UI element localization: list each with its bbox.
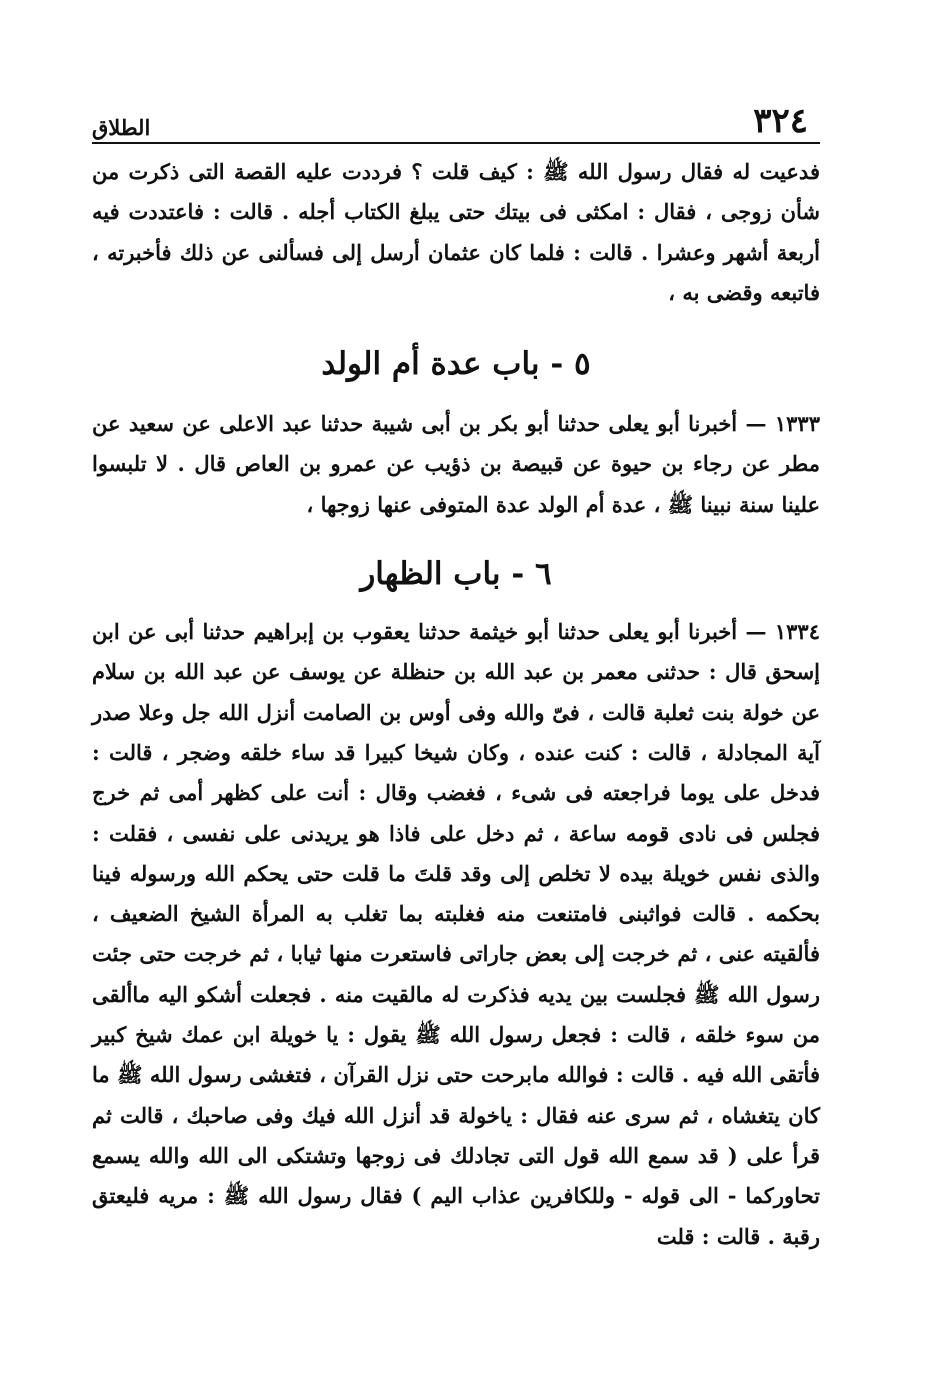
hadith-1333-paragraph: ١٣٣٣ — أخبرنا أبو يعلى حدثنا أبو بكر بن أبى شيبة حدثنا عبد الاعلى عن سعيد عن مطر عن رجاء بن حيوة عن قبيصة بن ذؤيب عن عمرو بن العاص قال . لا تلبسوا علينا سنة نبينا ﷺ ، عدة أم الولد عدة المتوفى عنها زوجها ، — [92, 411, 820, 517]
page-body — [92, 152, 820, 1257]
chapter-heading-umm-walad: ٥ - باب عدة أم الولد — [321, 346, 591, 383]
hadith-1334-paragraph: ١٣٣٤ — أخبرنا أبو يعلى حدثنا أبو خيثمة حدثنا يعقوب بن إبراهيم حدثنا أبى عن ابن إسحق قال : حدثنى معمر بن عبد الله بن حنظلة عن يوسف عن عبد الله بن سلام عن خولة بنت ثعلبة قالت ، فىّ والله وفى أوس بن الصامت أنزل الله جل وعلا صدر آية المجادلة ، قالت : كنت عنده ، وكان شيخا كبيرا قد ساء خلقه وضجر ، قالت : فدخل على يوما فراجعته فى شىء ، فغضب وقال : أنت على كظهر أمى ثم خرج فجلس فى نادى قومه ساعة ، ثم دخل على فاذا هو يريدنى على نفسى ، فقلت : والذى نفس خويلة بيده لا تخلص إلى وقد قلتَ ما قلت حتى يحكم الله ورسوله فينا بحكمه . قالت فواثبنى فامتنعت منه فغلبته بما تغلب به المرأة الشيخ الضعيف ، فألقيته عنى ، ثم خرجت إلى بعض جاراتى فاستعرت منها ثيابا ، ثم خرجت حتى جئت رسول الله ﷺ فجلست بين يديه فذكرت له مالقيت منه . فجعلت أشكو اليه ماألقى من سوء خلقه ، قالت : فجعل رسول الله ﷺ يقول : يا خويلة ابن عمك شيخ كبير فأتقى الله فيه . قالت : فوالله مابرحت حتى نزل القرآن ، فتغشى رسول الله ﷺ ما كان يتغشاه ، ثم سرى عنه فقال : ياخولة قد أنزل الله فيك وفى صاحبك ، قالت ثم قرأ على ( قد سمع الله قول التى تجادلك فى زوجها وتشتكى الى الله والله يسمع تحاوركما - الى قوله - وللكافرين عذاب اليم ) فقال رسول الله ﷺ : مريه فليعتق رقبة . قالت : قلت — [92, 619, 820, 1249]
page-number: ٣٢٤ — [753, 101, 808, 141]
header-rule — [92, 142, 820, 144]
intro-paragraph: فدعيت له فقال رسول الله ﷺ : كيف قلت ؟ فرددت عليه القصة التى ذكرت من شأن زوجى ، فقال : امكثى فى بيتك حتى يبلغ الكتاب أجله . قالت : فاعتددت فيه أربعة أشهر وعشرا . قالت : فلما كان عثمان أرسل إلى فسألنى عن ذلك فأخبرته ، فاتبعه وقضى به ، — [92, 159, 820, 305]
page-header — [92, 86, 808, 141]
running-title: الطلاق — [92, 115, 151, 140]
chapter-heading-zihar: ٦ - باب الظهار — [360, 556, 552, 593]
